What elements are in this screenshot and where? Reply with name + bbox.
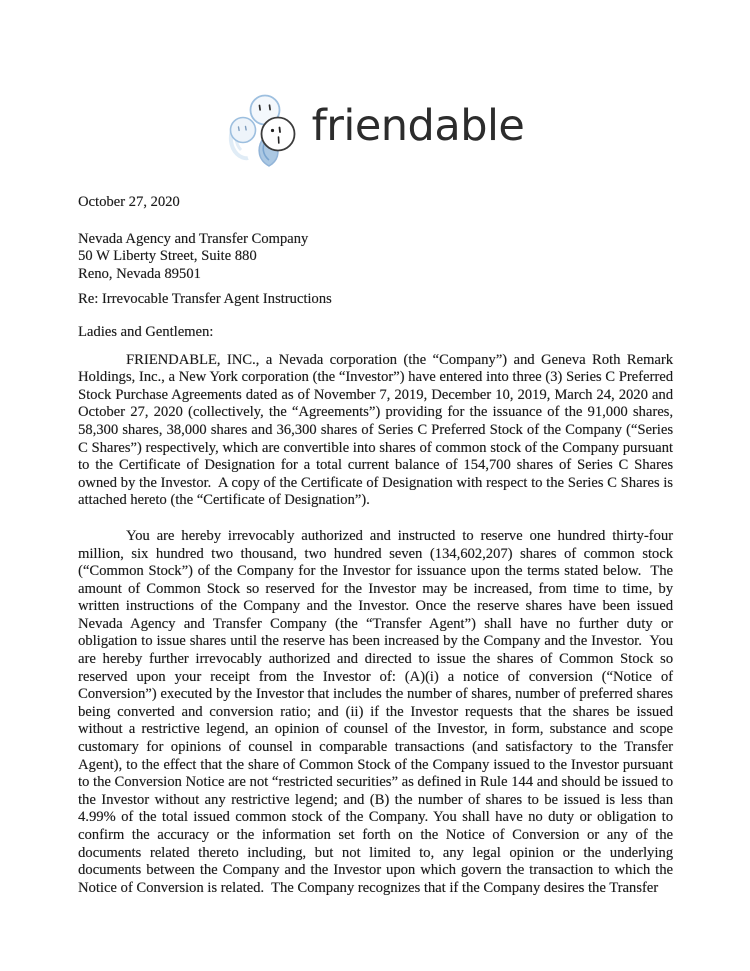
recipient-line: 50 W Liberty Street, Suite 880 [78,248,257,265]
letter-body [78,194,673,897]
recipient-address [78,231,673,284]
subject-line: Re: Irrevocable Transfer Agent Instructions [78,291,332,308]
paragraph-2: You are hereby irrevocably authorized and instructed to reserve one hundred thirty-four million, six hundred two thousand, two hundred seven (134,602,207) shares of common stock (“Common Stock”) of the Company for the Investor for issuance upon the terms stated below. The amount of Common Stock so reserved for the Investor may be increased, from time to time, by written instructions of the Company and the Investor. Once the reserve shares have been issued Nevada Agency and Transfer Company (the “Transfer Agent”) shall have no further duty or obligation to issue shares until the reserve has been increased by the Company and the Investor. You are hereby further irrevocably authorized and directed to issue the shares of Common Stock so reserved upon your receipt from the Investor of: (A)(i) a notice of conversion (“Notice of Conversion”) executed by the Investor that includes the number of shares, number of preferred shares being converted and conversion ratio; and (ii) if the Investor requests that the shares be issued without a restrictive legend, an opinion of counsel of the Investor, in form, substance and scope customary for opinions of counsel in comparable transactions (and satisfactory to the Transfer Agent), to the effect that the share of Common Stock of the Company issued to the Investor pursuant to the Conversion Notice are not “restricted securities” as defined in Rule 144 and should be issued to the Investor without any restrictive legend; and (B) the number of shares to be issued is less than 4.99% of the total issued common stock of the Company. You shall have no duty or obligation to confirm the accuracy or the information set forth on the Notice of Conversion or any of the documents related thereto including, but not limited to, any legal opinion or the underlying documents between the Company and the Investor upon which govern the transaction to which the Notice of Conversion is related. The Company recognizes that if the Company desires the Transfer [78,527,673,896]
friendable-logo [0,92,750,170]
paragraph-1: FRIENDABLE, INC., a Nevada corporation (the “Company”) and Geneva Roth Remark Holdings, Inc., a New York corporation (the “Investor”) have entered into three (3) Series C Preferred Stock Purchase Agreements dated as of November 7, 2019, December 10, 2019, March 24, 2020 and October 27, 2020 (collectively, the “Agreements”) providing for the issuance of the 91,000 shares, 58,300 shares, 38,000 shares and 36,300 shares of Series C Preferred Stock of the Company (“Series C Shares”) respectively, which are convertible into shares of common stock of the Company pursuant to the Certificate of Designation for a total current balance of 154,700 shares of Series C Shares owned by the Investor. A copy of the Certificate of Designation with respect to the Series C Shares is attached hereto (the “Certificate of Designation”). [78,351,673,509]
recipient-line: Nevada Agency and Transfer Company [78,230,309,247]
recipient-line: Reno, Nevada 89501 [78,265,201,282]
salutation: Ladies and Gentlemen: [78,323,214,340]
friendable-logo-icon [226,92,308,170]
letter-date: October 27, 2020 [78,194,180,210]
friendable-logo-text: friendable [311,100,525,151]
